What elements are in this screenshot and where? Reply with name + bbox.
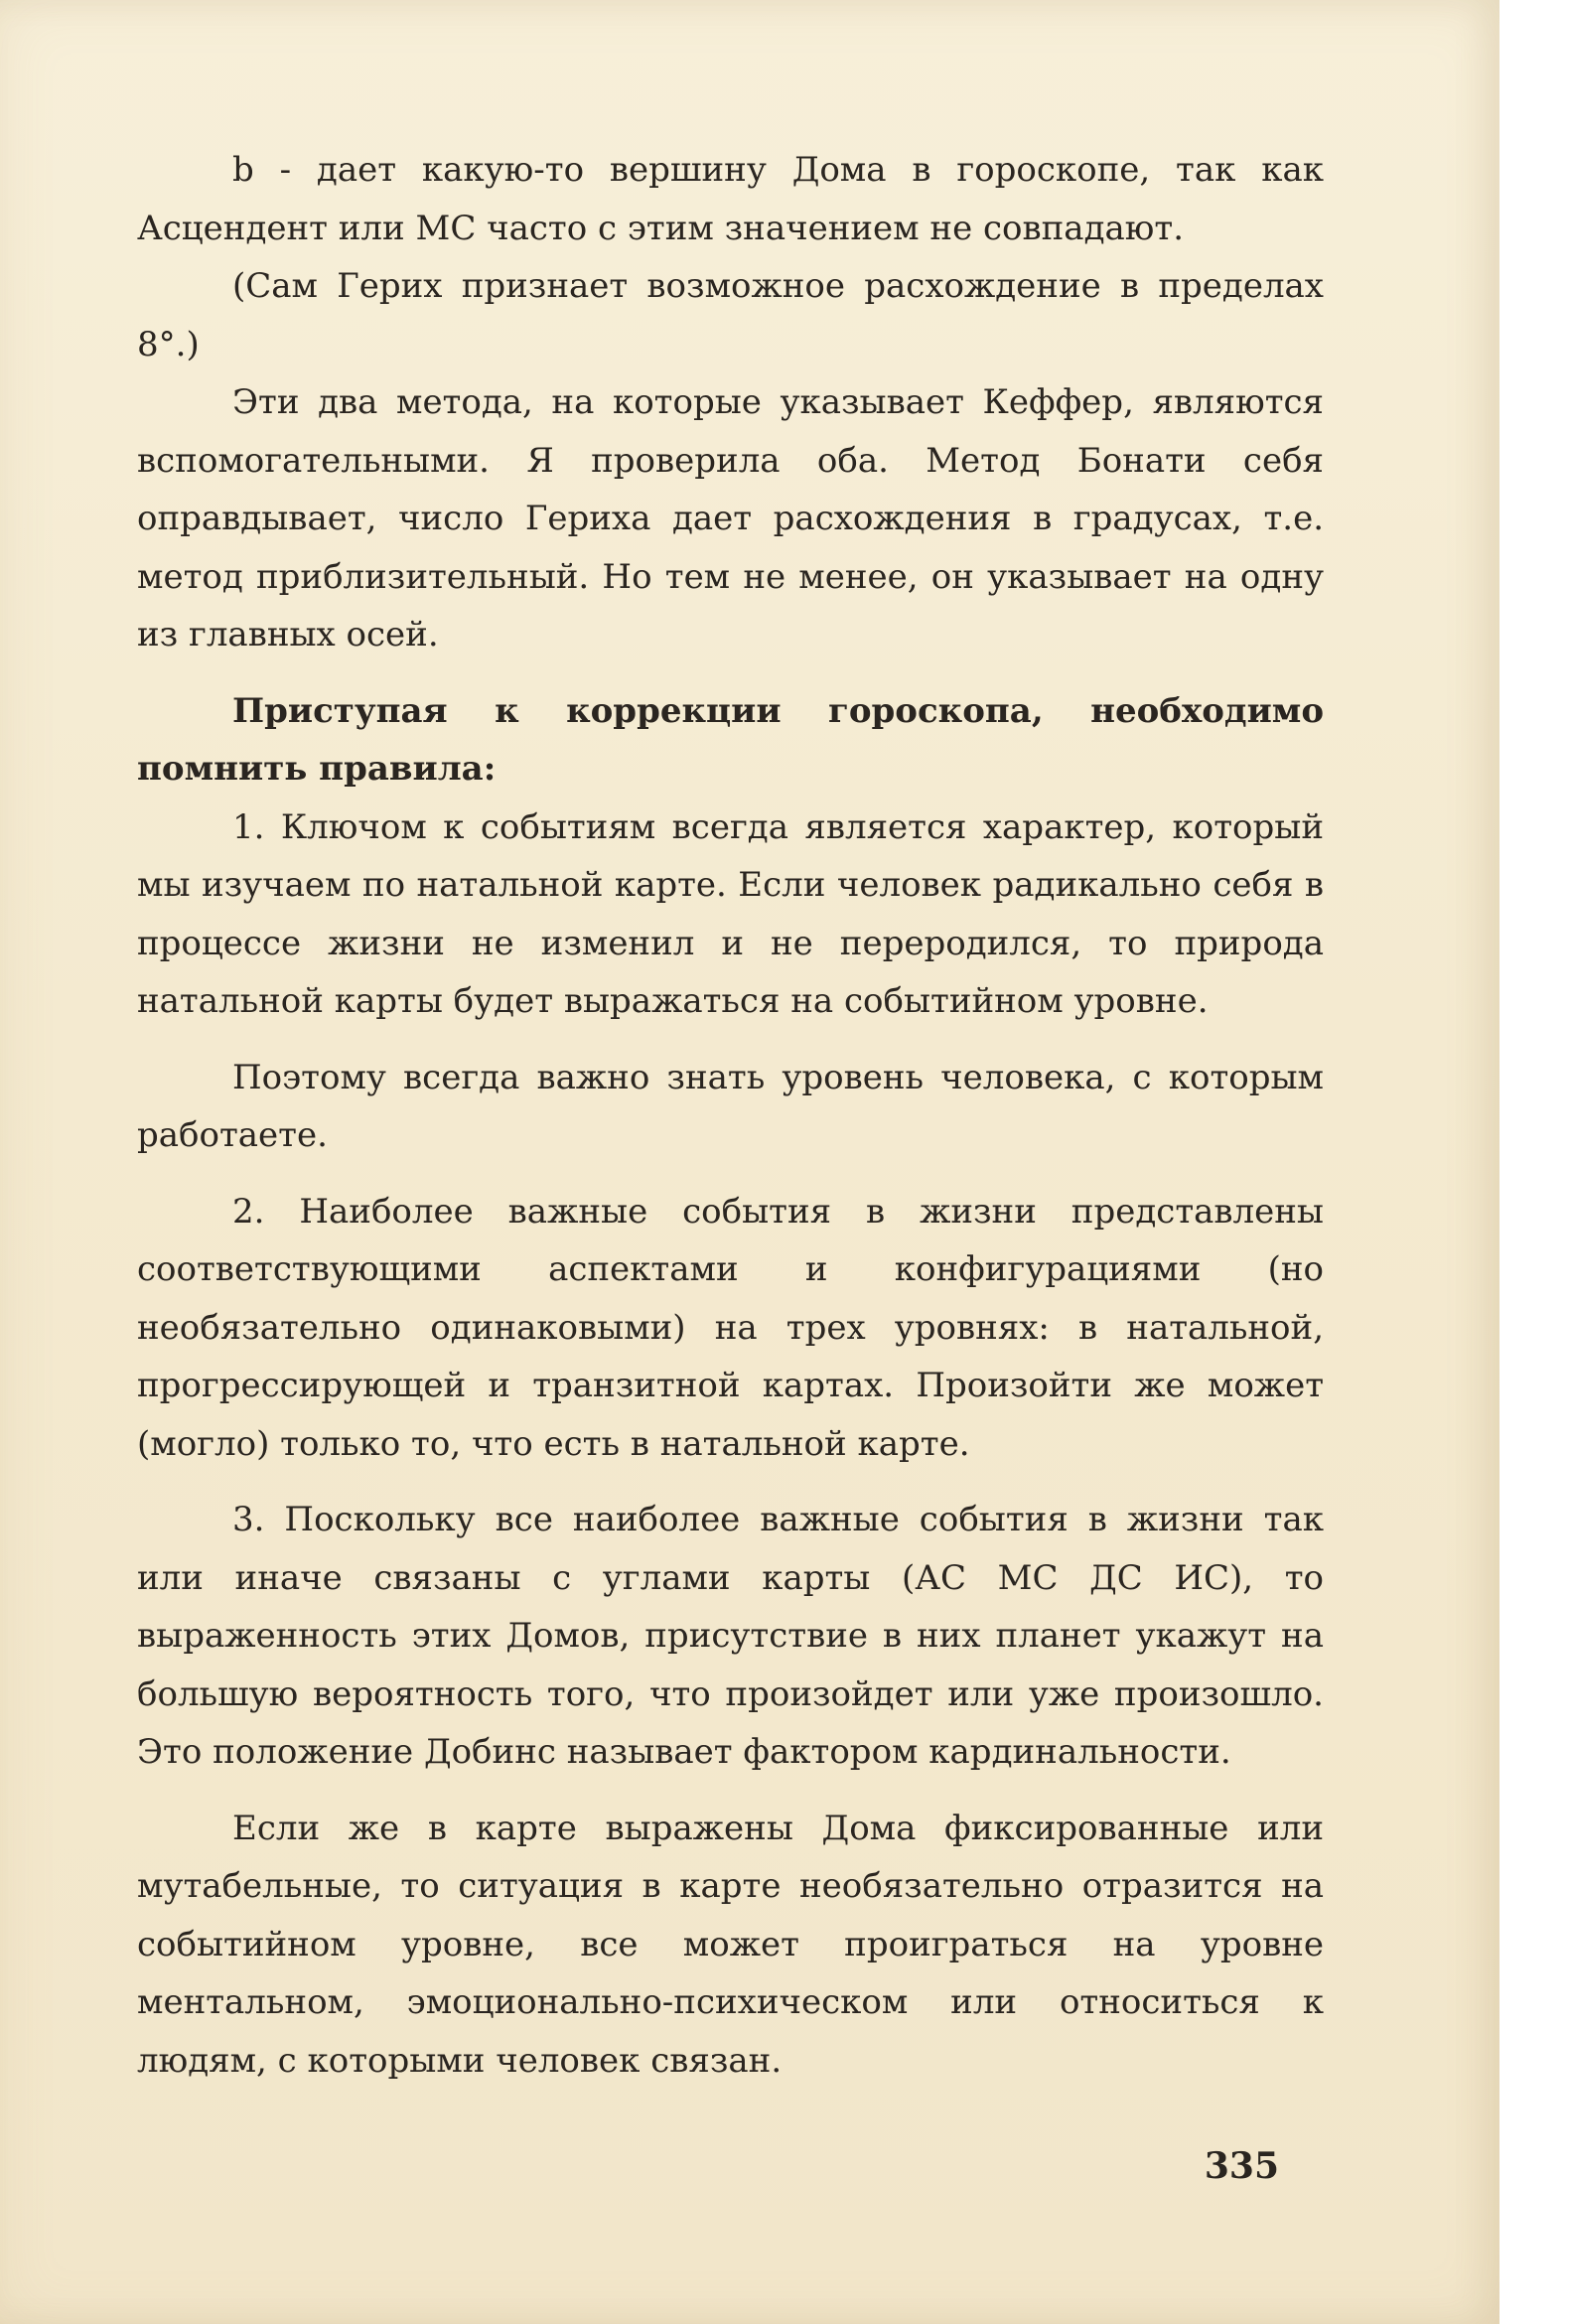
paragraph-1: b - дает какую-то вершину Дома в гороскопе, так как Асцендент или МС часто с этим значением не совпадают. [137, 150, 1324, 248]
paragraph-3: Эти два метода, на которые указывает Кеффер, являются вспомогательными. Я проверила оба. Метод Бонати себя оправдывает, число Гериха дает расхождения в градусах, т.е. метод приблизительный. Но тем не менее, он указывает на одну из главных осей. [137, 382, 1324, 654]
paragraph-rule-1: 1. Ключом к событиям всегда является характер, который мы изучаем по натальной карте. Если человек радикально себя в процессе жизни не изменил и не переродился, то природа натальной карты будет выражаться на событийном уровне. [137, 806, 1324, 1021]
paragraph-rule-3: 3. Поскольку все наиболее важные события в жизни так или иначе связаны с углами карты (АС МС ДС ИС), то выраженность этих Домов, присутствие в них планет укажут на большую вероятность того, что произойдет или уже произошло. Это положение Добинс называет фактором кардинальности. [137, 1500, 1324, 1772]
paragraph-rule-2: 2. Наиболее важные события в жизни представлены соответствующими аспектами и конфигурациями (но необязательно одинаковыми) на трех уровнях: в натальной, прогрессирующей и транзитной картах. Произойти же может (могло) только то, что есть в натальной карте. [137, 1191, 1324, 1464]
page-number: 335 [1204, 2145, 1279, 2187]
paragraph-2: (Сам Герих признает возможное расхождение в пределах 8°.) [137, 266, 1324, 364]
page-edge-margin [1499, 0, 1569, 2324]
page-body-text [137, 141, 1324, 2090]
paragraph-9: Если же в карте выражены Дома фиксированные или мутабельные, то ситуация в карте необязательно отразится на событийном уровне, все может проиграться на уровне ментальном, эмоционально-психическом или относиться к людям, с которыми человек связан. [137, 1808, 1324, 2081]
paragraph-rules-heading: Приступая к коррекции гороскопа, необходимо помнить правила: [137, 690, 1324, 789]
paragraph-5: Поэтому всегда важно знать уровень человека, с которым работаете. [137, 1057, 1324, 1155]
